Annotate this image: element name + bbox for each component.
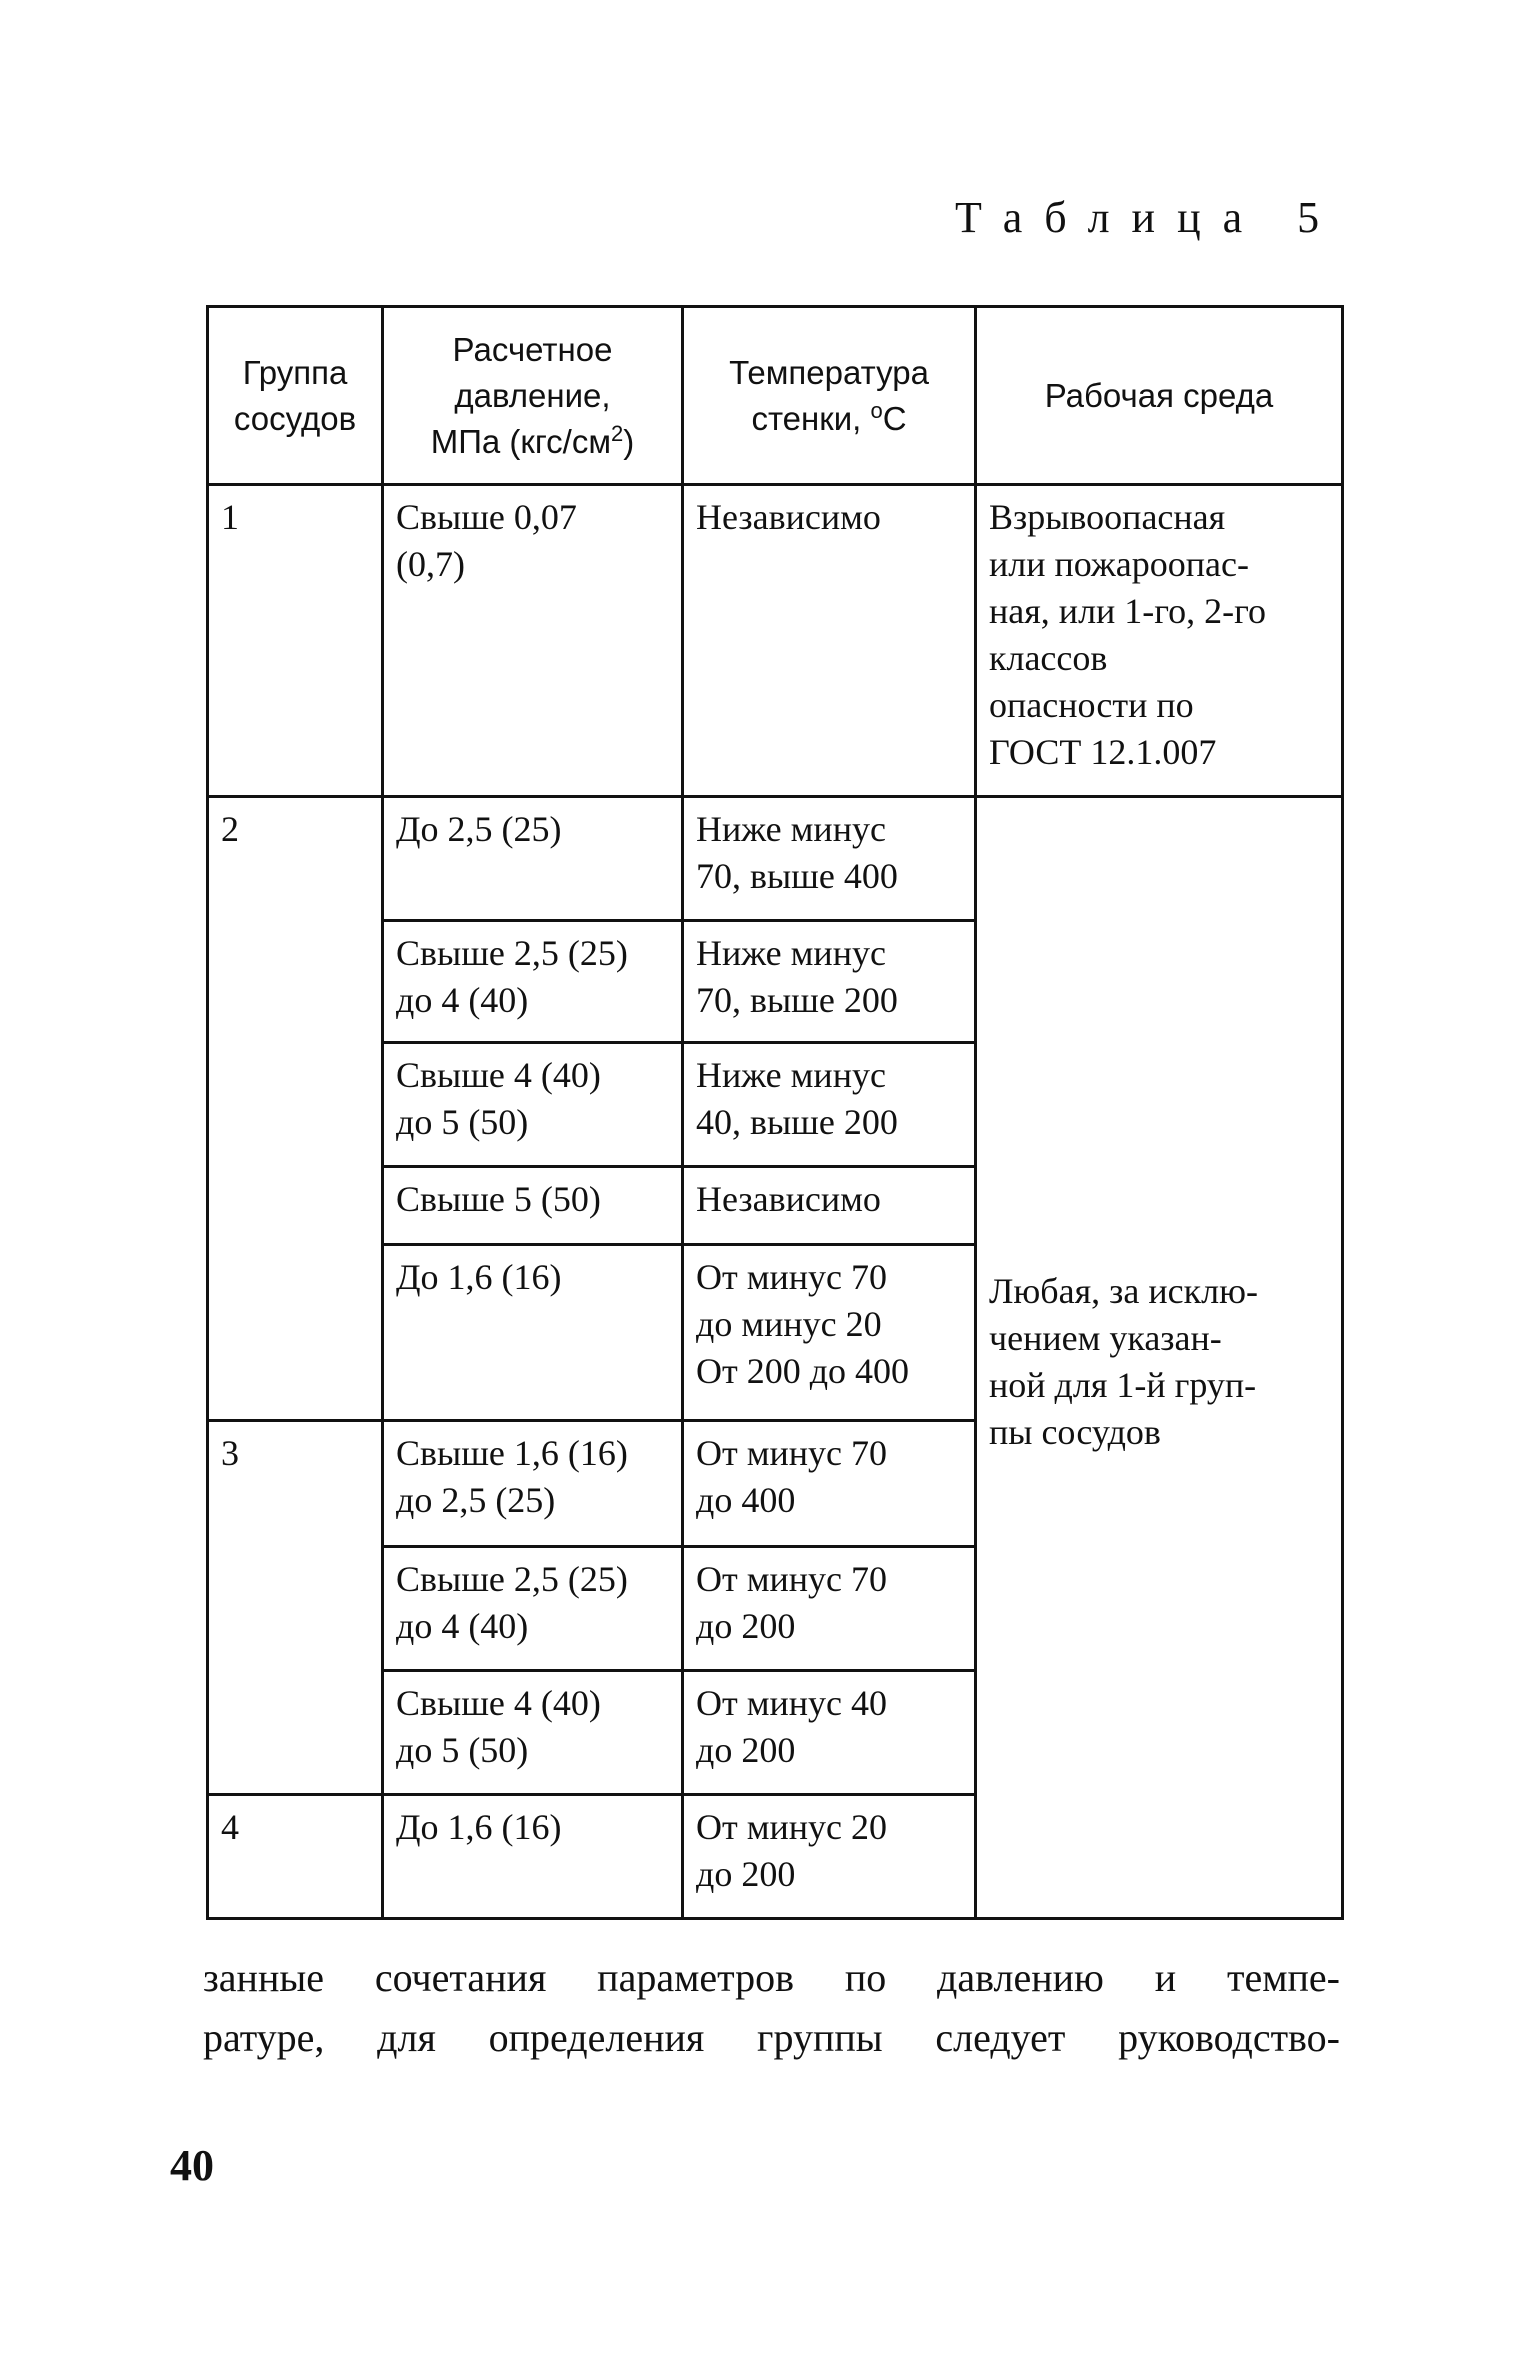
cell-pressure (383, 1043, 683, 1167)
header-group (208, 307, 383, 485)
cell-pressure (383, 1421, 683, 1547)
pressure-value: До 1,6 (16) (396, 1257, 562, 1297)
pressure-value: Свыше 5 (50) (396, 1179, 601, 1219)
temperature-value: Ниже минус 70, выше 200 (696, 933, 898, 1020)
body-paragraph (203, 1948, 1340, 2068)
header-medium-label: Рабочая среда (1044, 376, 1274, 414)
header-medium (976, 307, 1343, 485)
pressure-value: Свыше 1,6 (16) до 2,5 (25) (396, 1433, 628, 1520)
vessel-groups-table (206, 305, 1344, 1920)
table-title: Таблица 5 (955, 193, 1342, 242)
group-value: 3 (221, 1433, 239, 1473)
header-temperature-sup: о (870, 397, 883, 423)
cell-temperature (683, 921, 976, 1043)
temperature-value: От минус 70 до 200 (696, 1559, 888, 1646)
temperature-value: От минус 70 до 400 (696, 1433, 888, 1520)
temperature-value: От минус 70 до минус 20 От 200 до 400 (696, 1257, 910, 1391)
cell-group (208, 1795, 383, 1919)
body-line-2: ратуре, для определения группы следует руководство- (203, 2015, 1340, 2060)
cell-temperature (683, 1167, 976, 1245)
pressure-value: Свыше 2,5 (25) до 4 (40) (396, 933, 628, 1020)
medium-value: Любая, за исклю- чением указан- ной для 1-й груп- пы сосудов (989, 1270, 1258, 1452)
pressure-value: До 1,6 (16) (396, 1807, 562, 1847)
group-value: 2 (221, 809, 239, 849)
table-row (208, 485, 1343, 797)
header-temperature-end: С (882, 399, 907, 437)
pressure-value: Свыше 4 (40) до 5 (50) (396, 1055, 601, 1142)
temperature-value: Независимо (696, 497, 881, 537)
temperature-value: От минус 40 до 200 (696, 1683, 888, 1770)
cell-medium (976, 485, 1343, 797)
cell-temperature (683, 1795, 976, 1919)
pressure-value: Свыше 2,5 (25) до 4 (40) (396, 1559, 628, 1646)
cell-medium (976, 797, 1343, 1919)
cell-pressure (383, 485, 683, 797)
cell-pressure (383, 1795, 683, 1919)
temperature-value: От минус 20 до 200 (696, 1807, 888, 1894)
header-pressure-sup: 2 (611, 420, 624, 446)
temperature-value: Ниже минус 70, выше 400 (696, 809, 898, 896)
cell-temperature (683, 485, 976, 797)
cell-pressure (383, 1547, 683, 1671)
cell-group (208, 797, 383, 1421)
temperature-value: Ниже минус 40, выше 200 (696, 1055, 898, 1142)
cell-temperature (683, 1421, 976, 1547)
pressure-value: До 2,5 (25) (396, 809, 562, 849)
header-temperature-label: Температура стенки, (729, 353, 929, 437)
cell-group (208, 1421, 383, 1795)
table-row (208, 797, 1343, 921)
page-number: 40 (170, 2141, 214, 2190)
cell-temperature (683, 1043, 976, 1167)
group-value: 1 (221, 497, 239, 537)
cell-pressure (383, 1245, 683, 1421)
pressure-value: Свыше 4 (40) до 5 (50) (396, 1683, 601, 1770)
cell-temperature (683, 797, 976, 921)
header-pressure (383, 307, 683, 485)
medium-value: Взрывоопасная или пожароопас- ная, или 1-го, 2-го классов опасности по ГОСТ 12.1.007 (989, 497, 1267, 772)
header-group-label: Группа сосудов (233, 353, 357, 437)
cell-group (208, 485, 383, 797)
temperature-value: Независимо (696, 1179, 881, 1219)
group-value: 4 (221, 1807, 239, 1847)
cell-pressure (383, 1167, 683, 1245)
cell-temperature (683, 1671, 976, 1795)
cell-pressure (383, 1671, 683, 1795)
cell-temperature (683, 1547, 976, 1671)
cell-temperature (683, 1245, 976, 1421)
header-pressure-label: Расчетное давление, МПа (кгс/см (430, 330, 613, 460)
pressure-value: Свыше 0,07 (0,7) (396, 497, 577, 584)
body-line-1: занные сочетания параметров по давлению и темпе- (203, 1955, 1340, 2000)
header-temperature (683, 307, 976, 485)
cell-pressure (383, 797, 683, 921)
cell-pressure (383, 921, 683, 1043)
header-pressure-end: ) (623, 422, 635, 460)
table-header-row (208, 307, 1343, 485)
